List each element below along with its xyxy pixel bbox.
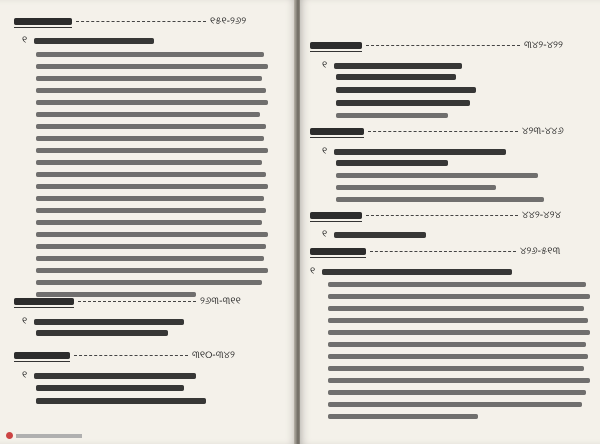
section-heading (14, 350, 235, 361)
section-heading (310, 246, 560, 257)
item-title-placeholder (334, 232, 426, 238)
toc-item (310, 266, 512, 277)
item-title-placeholder (334, 63, 462, 69)
dot-leader (368, 131, 518, 132)
section-title-placeholder (310, 248, 366, 255)
section-page-range: ୩୪୨-୪୨୨ (524, 40, 563, 51)
toc-item (22, 316, 184, 327)
item-number: ୧ (22, 316, 28, 327)
item-number: ୧ (22, 370, 28, 381)
section-page-range: ୧୫୧-୨୬୨ (210, 16, 247, 27)
heading-underline (310, 221, 362, 222)
section-body-text (328, 282, 590, 426)
section-page-range: ୨୬୩-୩୧୧ (200, 296, 241, 307)
section-page-range: ୪୨୩-୪୪୬ (522, 126, 564, 137)
item-number: ୧ (322, 229, 328, 240)
section-title-placeholder (310, 128, 364, 135)
right-page (300, 0, 600, 444)
section-body-text (336, 160, 544, 209)
section-title-placeholder (14, 18, 72, 25)
section-page-range: ୩୧୦-୩୪୨ (192, 350, 235, 361)
item-title-placeholder (322, 269, 512, 275)
section-title-placeholder (14, 352, 70, 359)
section-body-text (36, 330, 168, 343)
left-page (0, 0, 296, 444)
dot-leader (366, 45, 520, 46)
scanner-watermark (6, 432, 82, 439)
toc-item (22, 35, 154, 46)
section-heading (14, 296, 241, 307)
camscanner-logo-icon (6, 432, 13, 439)
section-title-placeholder (310, 42, 362, 49)
heading-underline (14, 27, 72, 28)
heading-underline (310, 137, 364, 138)
section-title-placeholder (310, 212, 362, 219)
section-page-range: ୪୨୬-୫୧୩ (520, 246, 561, 257)
section-page-range: ୪୪୨-୪୨୪ (522, 210, 561, 221)
item-title-placeholder (34, 373, 196, 379)
heading-underline (14, 307, 74, 308)
section-heading (310, 126, 564, 137)
section-heading (14, 16, 246, 27)
section-body-text (36, 385, 206, 411)
dot-leader (366, 215, 518, 216)
item-title-placeholder (334, 149, 506, 155)
item-title-placeholder (34, 38, 154, 44)
item-number: ୧ (22, 35, 28, 46)
toc-item (322, 229, 426, 240)
heading-underline (310, 257, 366, 258)
item-number: ୧ (322, 146, 328, 157)
toc-item (322, 60, 462, 71)
section-heading (310, 40, 563, 51)
item-number: ୧ (310, 266, 316, 277)
item-number: ୧ (322, 60, 328, 71)
dot-leader (370, 251, 516, 252)
section-heading (310, 210, 561, 221)
section-body-text (36, 52, 268, 304)
toc-item (22, 370, 196, 381)
section-body-text (336, 74, 476, 125)
section-title-placeholder (14, 298, 74, 305)
heading-underline (310, 51, 362, 52)
toc-item (322, 146, 506, 157)
item-title-placeholder (34, 319, 184, 325)
heading-underline (14, 361, 70, 362)
dot-leader (78, 301, 196, 302)
dot-leader (74, 355, 188, 356)
dot-leader (76, 21, 206, 22)
